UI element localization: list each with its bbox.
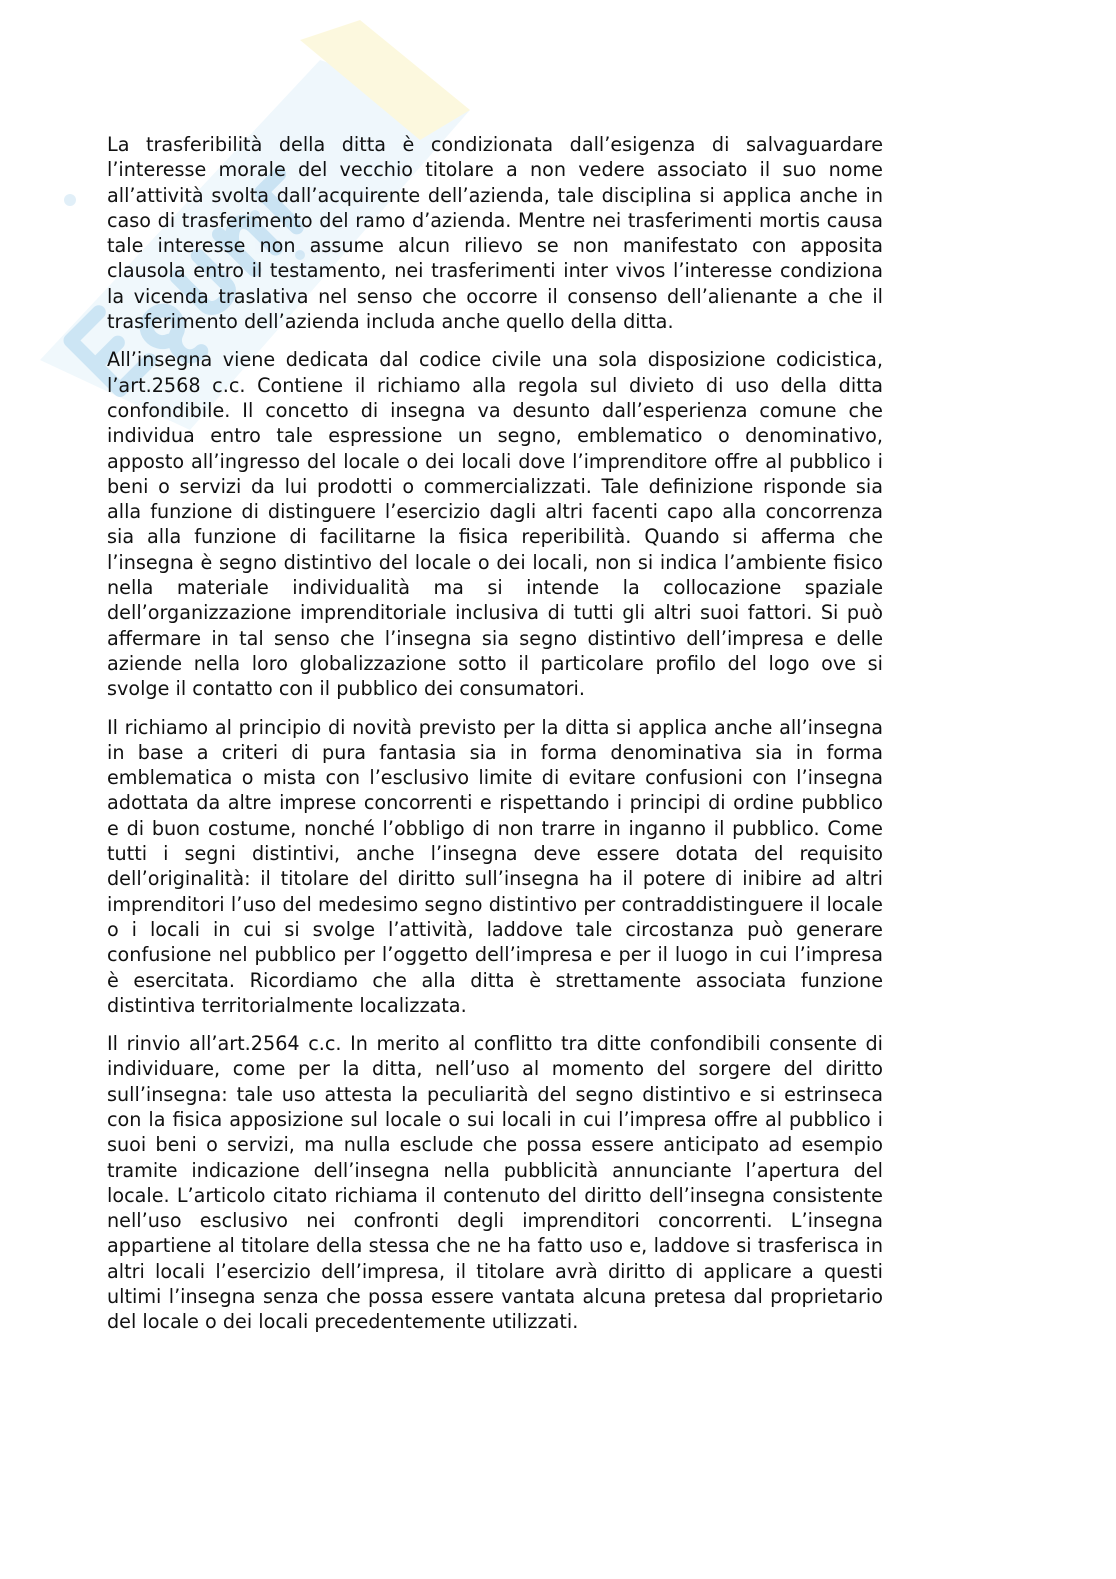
paragraph-2: All’insegna viene dedicata dal codice civile una sola disposizione codicistica, l’art.2568 c.c. Contiene il richiamo alla regola sul divieto di uso della ditta confondibile. Il concetto di insegna va desunto dall’esperienza comune che individua entro tale espressione un segno, emblematico o denominativo, apposto all’ingresso del locale o dei locali dove l’imprenditore offre al pubblico i beni o servizi da lui prodotti o commercializzati. Tale definizione risponde sia alla funzione di distinguere l’esercizio dagli altri facenti capo alla concorrenza sia alla funzione di facilitarne la fisica reperibilità. Quando si afferma che l’insegna è segno distintivo del locale o dei locali, non si indica l’ambiente fisico nella materiale individualità ma si intende la collocazione spaziale dell’organizzazione imprenditoriale inclusiva di tutti gli altri suoi fattori. Si può affermare in tal senso che l’insegna sia segno distintivo dell’impresa e delle aziende nella loro globalizzazione sotto il particolare profilo del logo ove si svolge il contatto con il pubblico dei consumatori. <box>107 348 883 701</box>
paragraph-1: La trasferibilità della ditta è condizionata dall’esigenza di salvaguardare l’interesse morale del vecchio titolare a non vedere associato il suo nome all’attività svolta dall’acquirente dell’azienda, tale disciplina si applica anche in caso di trasferimento del ramo d’azienda. Mentre nei trasferimenti mortis causa tale interesse non assume alcun rilievo se non manifestato con apposita clausola entro il testamento, nei trasferimenti inter vivos l’interesse condiziona la vicenda traslativa nel senso che occorre il consenso dell’alienante a che il trasferimento dell’azienda includa anche quello della ditta. <box>107 133 883 334</box>
document-body <box>107 132 883 1335</box>
paragraph-4: Il rinvio all’art.2564 c.c. In merito al conflitto tra ditte confondibili consente di individuare, come per la ditta, nell’uso al momento del sorgere del diritto sull’insegna: tale uso attesta la peculiarità del segno distintivo e si estrinseca con la fisica apposizione sul locale o sui locali in cui l’impresa offre al pubblico i suoi beni o servizi, ma nulla esclude che possa essere anticipato ad esempio tramite indicazione dell’insegna nella pubblicità annunciante l’apertura del locale. L’articolo citato richiama il contenuto del diritto dell’insegna consistente nell’uso esclusivo nei confronti degli imprenditori concorrenti. L’insegna appartiene al titolare della stessa che ne ha fatto uso e, laddove si trasferisca in altri locali l’esercizio dell’impresa, il titolare avrà diritto di applicare a questi ultimi l’insegna senza che possa essere vantata alcuna pretesa dal proprietario del locale o dei locali precedentemente utilizzati. <box>107 1032 883 1334</box>
paragraph-3: Il richiamo al principio di novità previsto per la ditta si applica anche all’insegna in base a criteri di pura fantasia sia in forma denominativa sia in forma emblematica o mista con l’esclusivo limite di evitare confusioni con l’insegna adottata da altre imprese concorrenti e rispettando i principi di ordine pubblico e di buon costume, nonché l’obbligo di non trarre in inganno il pubblico. Come tutti i segni distintivi, anche l’insegna deve essere dotata del requisito dell’originalità: il titolare del diritto sull’insegna ha il potere di inibire ad altri imprenditori l’uso del medesimo segno distintivo per contraddistinguere il locale o i locali in cui si svolge l’attività, laddove tale circostanza può generare confusione nel pubblico per l’oggetto dell’impresa e per il luogo in cui l’impresa è esercitata. Ricordiamo che alla ditta è strettamente associata funzione distintiva territorialmente localizzata. <box>107 715 883 1017</box>
